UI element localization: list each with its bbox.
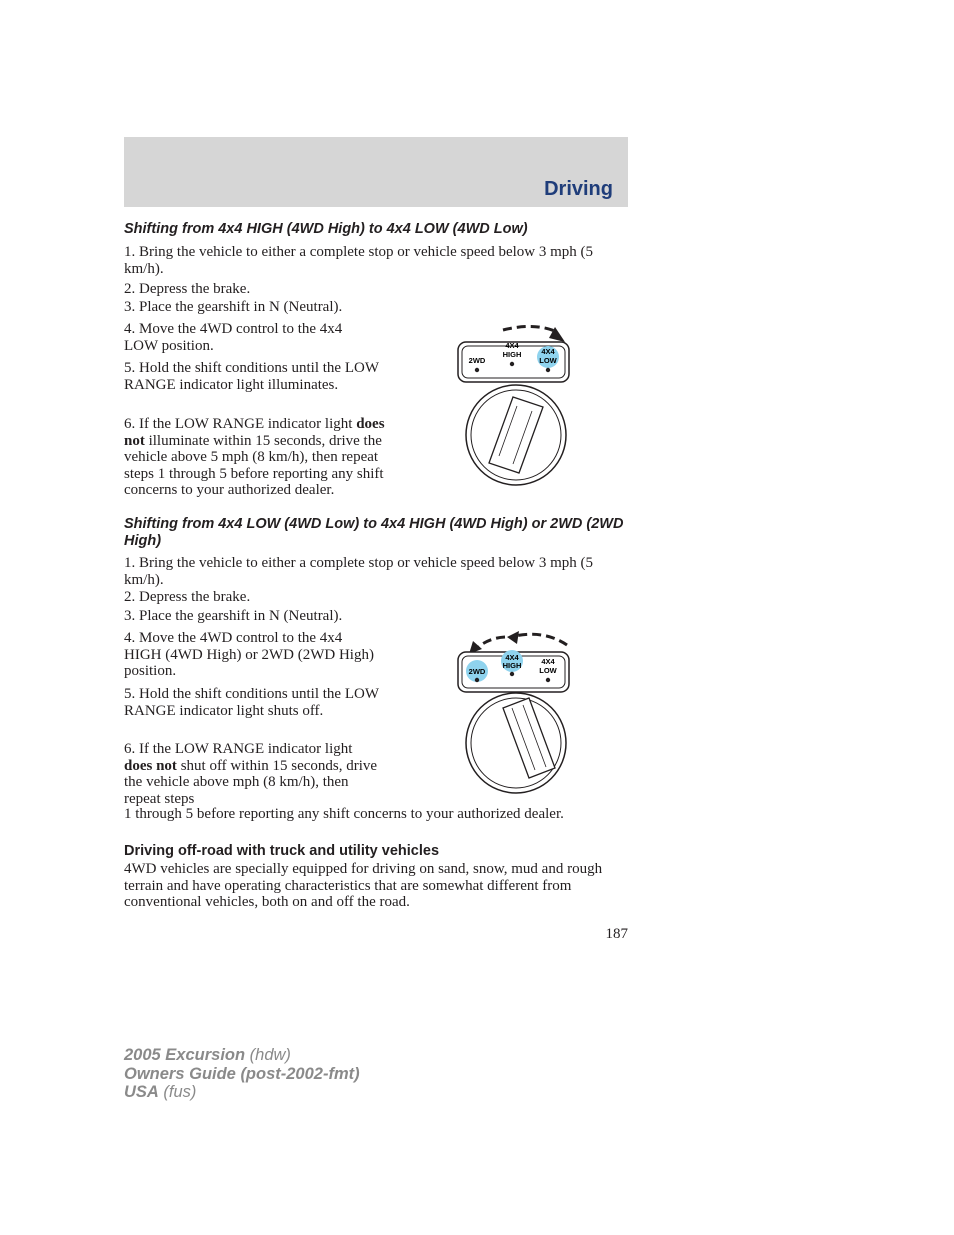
label-4x4-low-top: 4X4	[541, 657, 555, 666]
label-high: HIGH	[502, 350, 522, 359]
footer-market-code: (fus)	[158, 1083, 197, 1101]
arrow-path-high	[515, 634, 567, 645]
section2-step4: 4. Move the 4WD control to the 4x4 HIGH (4WD High) or 2WD (2WD High) position.	[124, 630, 374, 679]
label-4x4-low-top: 4X4	[541, 347, 555, 356]
step6-text-end: illuminate within 15 seconds, drive the vehicle above 5 mph (8 km/h), then repeat steps 1 through 5 before reporting any shift concerns to your authorized dealer.	[124, 432, 384, 498]
section1-step5: 5. Hold the shift conditions until the LOW RANGE indicator light illuminates.	[124, 360, 379, 393]
4wd-control-figure-high	[455, 630, 575, 795]
section2-step3: 3. Place the gearshift in N (Neutral).	[124, 608, 343, 624]
position-dot-2wd	[475, 368, 479, 372]
label-2wd: 2WD	[468, 667, 486, 676]
footer-guide: Owners Guide (post-2002-fmt)	[124, 1064, 360, 1083]
section1-step4: 4. Move the 4WD control to the 4x4 LOW position.	[124, 321, 343, 354]
section-title: Driving	[544, 178, 613, 200]
label-2wd: 2WD	[468, 356, 486, 365]
section1-step6	[124, 416, 409, 499]
label-high: HIGH	[502, 661, 522, 670]
position-dot-low	[546, 678, 550, 682]
step6-text-start: 6. If the LOW RANGE indicator light	[124, 741, 353, 757]
footer-line-1	[124, 1046, 360, 1065]
section2-step2: 2. Depress the brake.	[124, 589, 251, 605]
section1-step1: 1. Bring the vehicle to either a complete stop or vehicle speed below 3 mph (5 km/h).	[124, 244, 594, 277]
footer-line-3	[124, 1083, 360, 1102]
label-4x4-high-top: 4X4	[505, 341, 519, 350]
section-header-band	[124, 137, 628, 207]
label-low: LOW	[539, 666, 557, 675]
section2-step6-continued: 1 through 5 before reporting any shift concerns to your authorized dealer.	[124, 806, 564, 822]
section3-body: 4WD vehicles are specially equipped for driving on sand, snow, mud and rough terrain and have operating characteristics that are somewhat different from conventional vehicles, both on and off the road.	[124, 861, 603, 910]
footer-market: USA	[124, 1083, 159, 1101]
step6-text-start: 6. If the LOW RANGE indicator light	[124, 416, 357, 432]
section2-step5: 5. Hold the shift conditions until the LOW RANGE indicator light shuts off.	[124, 686, 379, 719]
section2-step6	[124, 741, 382, 807]
arrow-head-high-icon	[507, 631, 519, 644]
section2-step1: 1. Bring the vehicle to either a complete stop or vehicle speed below 3 mph (5 km/h).	[124, 555, 594, 588]
position-dot-2wd	[475, 678, 479, 682]
section1-step3: 3. Place the gearshift in N (Neutral).	[124, 299, 343, 315]
arrow-path	[503, 326, 557, 332]
section3-heading: Driving off-road with truck and utility vehicles	[124, 843, 440, 859]
step6-emphasis: does not	[124, 416, 385, 449]
section1-step2: 2. Depress the brake.	[124, 281, 251, 297]
label-low: LOW	[539, 356, 557, 365]
position-dot-low	[546, 368, 550, 372]
footer-line-2	[124, 1065, 360, 1084]
page-number: 187	[605, 926, 628, 942]
position-dot-high	[510, 362, 514, 366]
4wd-control-figure-low	[455, 322, 575, 487]
section2-heading: Shifting from 4x4 LOW (4WD Low) to 4x4 HIGH (4WD High) or 2WD (2WD High)	[124, 516, 624, 549]
footer-model-code: (hdw)	[245, 1046, 291, 1064]
position-dot-high	[510, 672, 514, 676]
label-4x4-high-top: 4X4	[505, 653, 519, 662]
footer-model: 2005 Excursion	[124, 1046, 246, 1064]
section1-heading: Shifting from 4x4 HIGH (4WD High) to 4x4 LOW (4WD Low)	[124, 221, 528, 237]
step6-text-mid: shut off within 15 seconds, drive the vehicle above mph (8 km/h), then repeat steps	[124, 757, 378, 807]
document-footer	[124, 1046, 360, 1102]
step6-emphasis: does not	[124, 757, 177, 774]
